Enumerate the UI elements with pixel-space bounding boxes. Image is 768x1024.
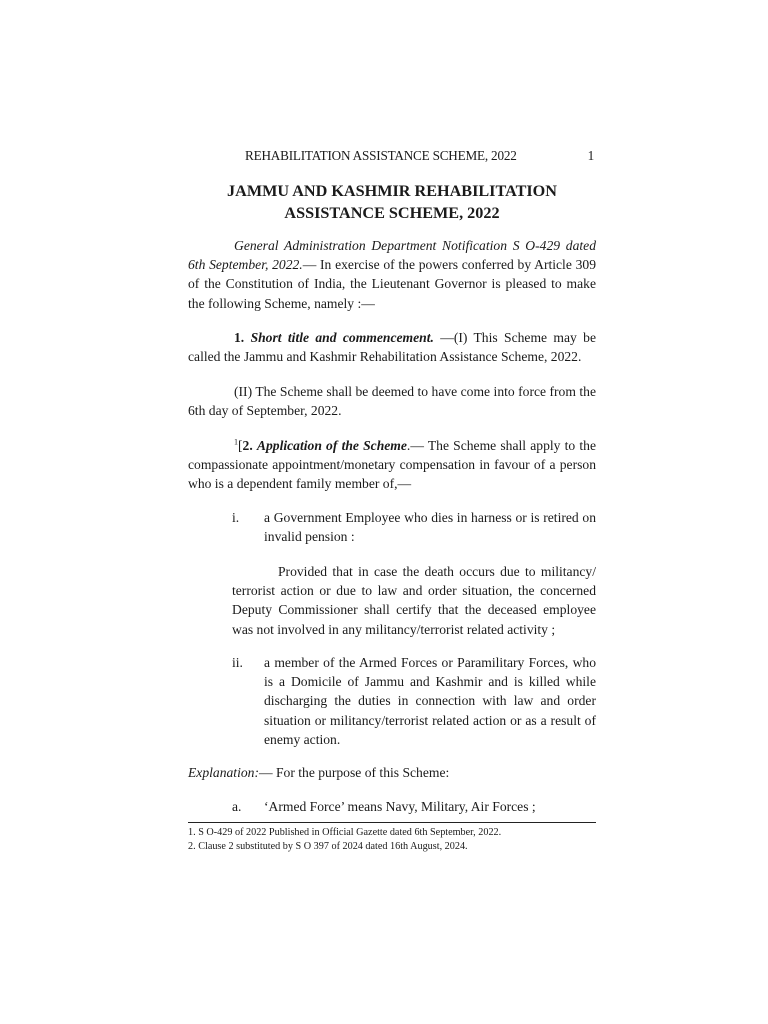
preamble-text: — In exercise of the powers conferred by Article 309 of the Constitution of India, the Lieutenant Governor is pleased to make the following Scheme, namely :— [188, 257, 596, 311]
footnote-2: 2. Clause 2 substituted by S O 397 of 2024 dated 16th August, 2024. [188, 840, 468, 852]
page-number: 1 [587, 148, 594, 163]
explanation-label: Explanation: [188, 765, 259, 780]
footnotes [188, 826, 608, 853]
document-title-line-2: ASSISTANCE SCHEME, 2022 [284, 204, 500, 222]
section-1-clause-1: —(I) This Scheme may be called the Jammu and Kashmir Rehabilitation Assistance Scheme, 2022. [188, 330, 596, 365]
list-marker-i: i. [232, 510, 240, 525]
explanation [188, 763, 596, 782]
document-title-line-1: JAMMU AND KASHMIR REHABILITATION [227, 182, 557, 200]
footnote-1: 1. S O-429 of 2022 Published in Official Gazette dated 6th September, 2022. [188, 827, 502, 838]
list-text-a: ‘Armed Force’ means Navy, Military, Air Forces ; [264, 799, 536, 814]
list-item-ii [232, 653, 596, 749]
running-head-title: REHABILITATION ASSISTANCE SCHEME, 2022 [245, 148, 517, 163]
proviso-text: Provided that in case the death occurs due to militancy/ terrorist action or due to law and order situation, the concerned Deputy Commissioner shall certify that the deceased employee was not involved in any militancy/terrorist related activity ; [232, 564, 596, 637]
list-item-a [232, 797, 596, 816]
section-2-bracket: [ [238, 438, 243, 453]
footnote-divider [188, 822, 596, 823]
list-marker-ii: ii. [232, 655, 243, 670]
section-1-heading: Short title and commencement. [250, 330, 434, 345]
explanation-text: — For the purpose of this Scheme: [258, 765, 450, 780]
proviso-block [232, 562, 596, 639]
list-item-i [232, 508, 596, 546]
list-text-i: a Government Employee who dies in harness or is retired on invalid pension : [264, 510, 596, 545]
section-1-number: 1. [234, 330, 245, 345]
document-title [188, 180, 596, 224]
preamble [188, 236, 596, 313]
section-1 [188, 328, 596, 366]
section-2 [188, 436, 596, 494]
footnote-ref-1: 1 [234, 437, 238, 447]
section-2-heading: Application of the Scheme [256, 438, 407, 453]
section-2-text: .— The Scheme shall apply to the compassionate appointment/monetary compensation in favour of a person who is a dependent family member of,— [188, 438, 596, 492]
notification-reference: General Administration Department Notification S O-429 dated 6th September, 2022. [188, 238, 596, 273]
section-1-clause-2-block [188, 382, 596, 420]
list-marker-a: a. [232, 799, 242, 814]
list-text-ii: a member of the Armed Forces or Paramilitary Forces, who is a Domicile of Jammu and Kashmir and is killed while discharging the duties in connection with law and order situation or militancy/terrorist related action or as a result of enemy action. [264, 655, 596, 747]
section-1-clause-2: (II) The Scheme shall be deemed to have come into force from the 6th day of September, 2022. [188, 384, 596, 419]
section-2-number: 2. [242, 438, 253, 453]
